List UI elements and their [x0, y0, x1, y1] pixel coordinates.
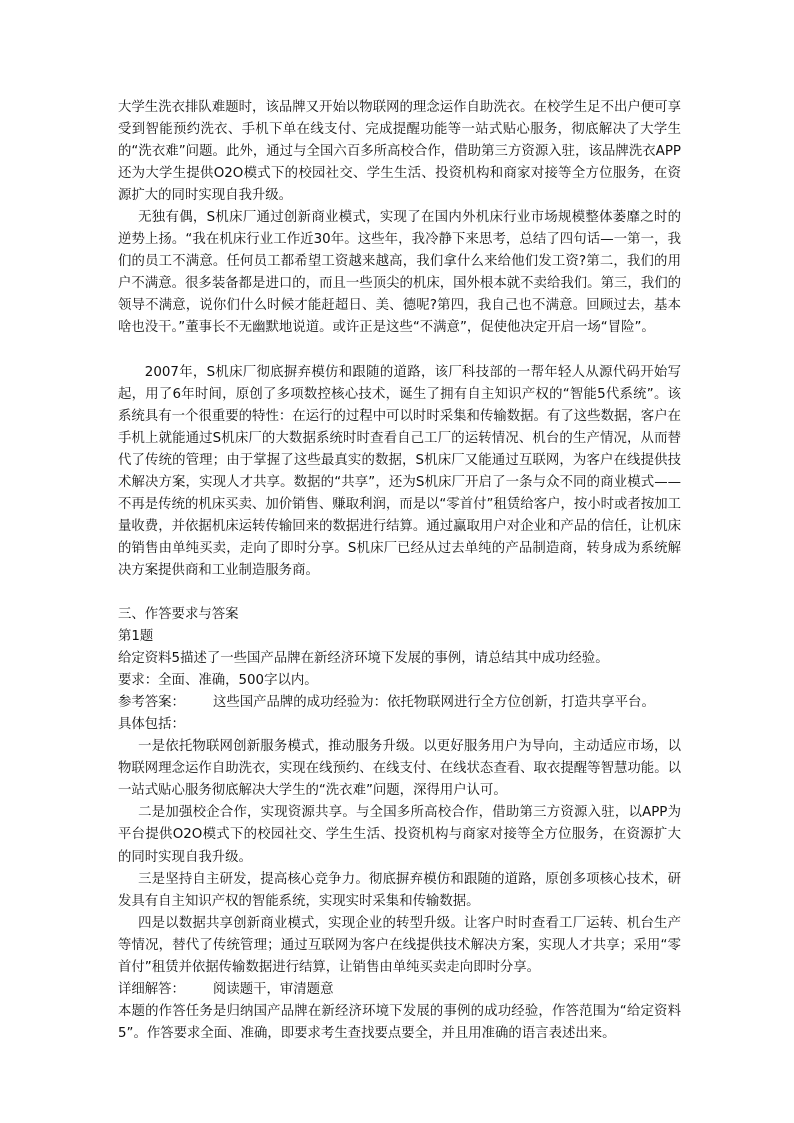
material-paragraph-3: 2007年，S机床厂彻底摒弃模仿和跟随的道路，该厂科技部的一帮年轻人从源代码开始写起，用了6年时间，原创了多项数控核心技术，诞生了拥有自主知识产权的“智能5代系统”。该系统具有一个很重要的特性：在运行的过程中可以时时采集和传输数据。有了这些数据，客户在手机上就能通过S机床厂的大数据系统时时查看自己工厂的运转情况、机台的生产情况，从而替代了传统的管理；由于掌握了这些最真实的数据，S机床厂又能通过互联网，为客户在线提供技术解决方案，实现人才共享。数据的“共享”，还为S机床厂开启了一条与众不同的商业模式——不再是传统的机床买卖、加价销售、赚取利润，而是以“零首付”租赁给客户，按小时或者按加工量收费，并依据机床运转传输回来的数据进行结算。通过赢取用户对企业和产品的信任，让机床的销售由单纯买卖，走向了即时分享。S机床厂已经从过去单纯的产品制造商，转身成为系统解决方案提供商和工业制造服务商。	[118, 364, 681, 578]
answer-point-4: 四是以数据共享创新商业模式，实现企业的转型升级。让客户时时查看工厂运转、机台生产等情况，替代了传统管理；通过互联网为客户在线提供技术解决方案，实现人才共享；采用“零首付”租赁并依据传输数据进行结算，让销售由单纯买卖走向即时分享。	[118, 915, 681, 975]
answer-point-2: 二是加强校企合作，实现资源共享。与全国多所高校合作，借助第三方资源入驻，以APP为平台提供O2O模式下的校园社交、学生生活、投资机构与商家对接等全方位服务，在资源扩大的同时实现自我升级。	[118, 805, 681, 865]
answer-label: 参考答案：	[118, 695, 185, 711]
material-paragraph-1: 大学生洗衣排队难题时，该品牌又开始以物联网的理念运作自助洗衣。在校学生足不出户便可享受到智能预约洗衣、手机下单在线支付、完成提醒功能等一站式贴心服务，彻底解决了大学生的“洗衣难”问题。此外，通过与全国六百多所高校合作，借助第三方资源入驻，该品牌洗衣APP还为大学生提供O2O模式下的校园社交、学生生活、投资机构和商家对接等全方位服务，在资源扩大的同时实现自我升级。	[118, 100, 681, 204]
explain-title: 阅读题干，审清题意	[212, 981, 334, 997]
question-text: 给定资料5描述了一些国产品牌在新经济环境下发展的事例，请总结其中成功经验。	[118, 651, 609, 667]
details-label: 具体包括：	[118, 717, 185, 733]
material-paragraph-2: 无独有偶，S机床厂通过创新商业模式，实现了在国内外机床行业市场规模整体萎靡之时的逆势上扬。“我在机床行业工作近30年。这些年，我冷静下来思考，总结了四句话—一第一，我们的员工不满意。任何员工都希望工资越来越高，我们拿什么来给他们发工资?第二，我们的用户不满意。很多装备都是进口的，而且一些顶尖的机床，国外根本就不卖给我们。第三，我们的领导不满意，说你们什么时候才能赶超日、美、德呢?第四，我自己也不满意。回顾过去，基本啥也没干。”董事长不无幽默地说道。或许正是这些“不满意”，促使他决定开启一场“冒险”。	[118, 210, 681, 336]
answer-summary: 这些国产品牌的成功经验为：依托物联网进行全方位创新，打造共享平台。	[212, 695, 655, 711]
explain-line	[118, 979, 681, 1001]
explain-text: 本题的作答任务是归纳国产品牌在新经济环境下发展的事例的成功经验，作答范围为“给定资料5”。作答要求全面、准确，即要求考生查找要点要全，并且用准确的语言表述出来。	[118, 1003, 681, 1041]
question-label: 第1题	[118, 629, 154, 645]
document-page	[118, 97, 681, 1045]
paragraph-gap	[118, 582, 681, 604]
requirement: 要求：全面、准确，500字以内。	[118, 673, 318, 689]
answer-line	[118, 692, 681, 714]
answer-point-3: 三是坚持自主研发，提高核心竞争力。彻底摒弃模仿和跟随的道路，原创多项核心技术，研发具有自主知识产权的智能系统，实现实时采集和传输数据。	[118, 871, 681, 909]
paragraph-gap	[118, 340, 681, 362]
section-title: 三、作答要求与答案	[118, 606, 239, 622]
explain-label: 详细解答：	[118, 981, 185, 997]
answer-point-1: 一是依托物联网创新服务模式，推动服务升级。以更好服务用户为导向，主动适应市场，以物联网理念运作自助洗衣，实现在线预约、在线支付、在线状态查看、取衣提醒等智慧功能。以一站式贴心服务彻底解决大学生的“洗衣难”问题，深得用户认可。	[118, 739, 681, 799]
